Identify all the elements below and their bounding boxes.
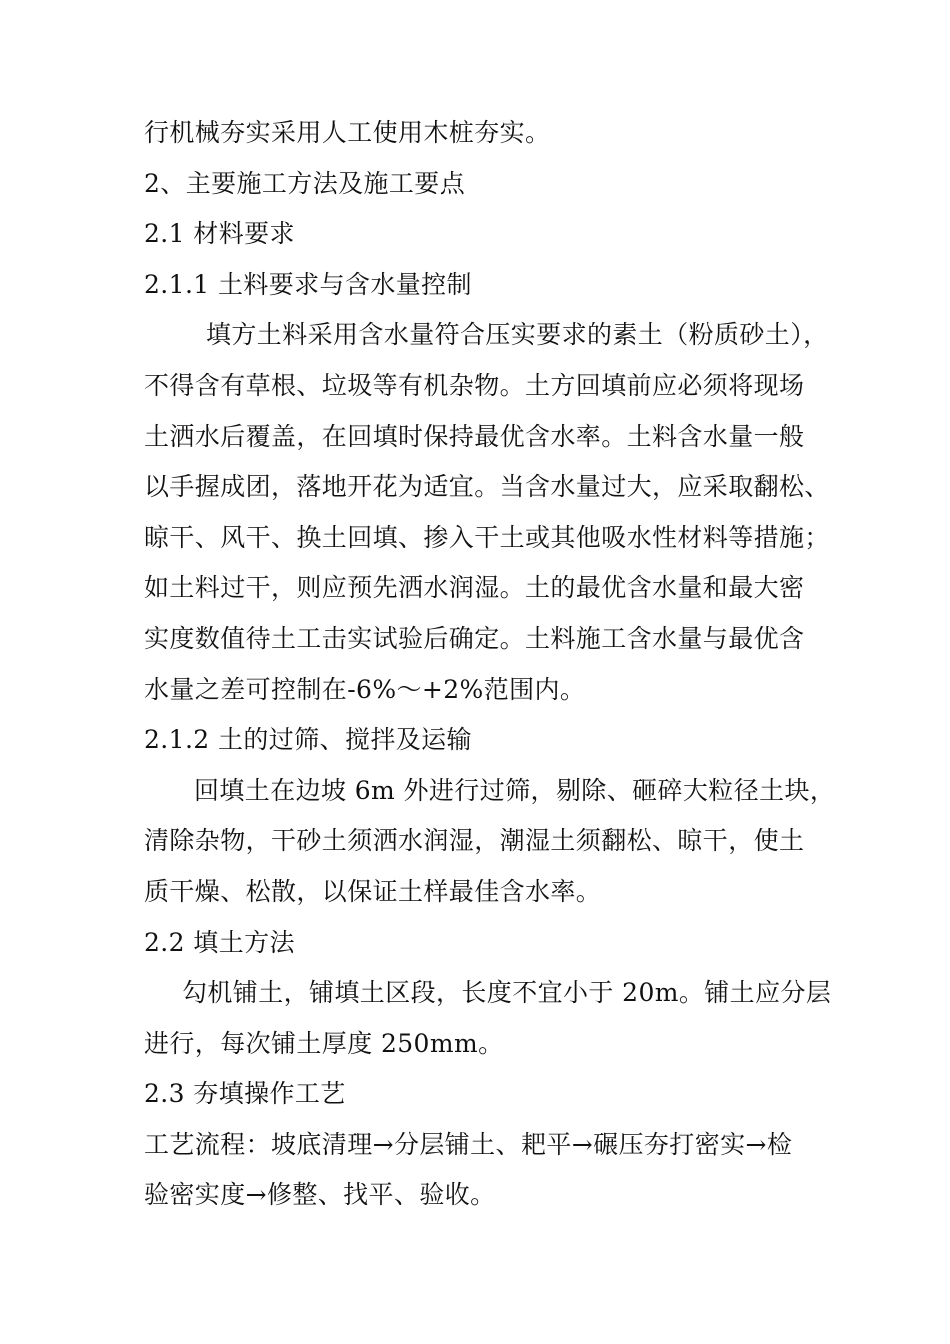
document-body	[144, 108, 836, 1221]
paragraph-line: 以手握成团，落地开花为适宜。当含水量过大，应采取翻松、	[144, 472, 830, 502]
paragraph-line: 验密实度→修整、找平、验收。	[144, 1180, 496, 1210]
paragraph-line: 工艺流程：坡底清理→分层铺土、耙平→碾压夯打密实→检	[144, 1129, 793, 1159]
paragraph-line: 如土料过干，则应预先洒水润湿。土的最优含水量和最大密	[144, 573, 805, 603]
section-heading: 2.2 填土方法	[144, 927, 295, 957]
paragraph-line: 质干燥、松散，以保证土样最佳含水率。	[144, 876, 602, 906]
paragraph-line: 实度数值待土工击实试验后确定。土料施工含水量与最优含	[144, 623, 805, 653]
section-heading: 2.3 夯填操作工艺	[144, 1079, 346, 1109]
section-heading: 2.1.1 土料要求与含水量控制	[144, 269, 472, 299]
paragraph-line: 进行，每次铺土厚度 250mm。	[144, 1028, 504, 1058]
section-heading: 2.1 材料要求	[144, 219, 295, 249]
section-heading: 2.1.2 土的过筛、搅拌及运输	[144, 725, 472, 755]
section-heading: 2、主要施工方法及施工要点	[144, 168, 466, 198]
paragraph-line: 填方土料采用含水量符合压实要求的素土（粉质砂土），	[206, 320, 829, 350]
paragraph-line: 不得含有草根、垃圾等有机杂物。土方回填前应必须将现场	[144, 370, 805, 400]
paragraph-line: 晾干、风干、换土回填、掺入干土或其他吸水性材料等措施；	[144, 522, 830, 552]
paragraph-line: 回填土在边坡 6m 外进行过筛，剔除、砸碎大粒径土块，	[194, 775, 836, 805]
paragraph-line: 行机械夯实采用人工使用木桩夯实。	[144, 118, 551, 147]
paragraph-line: 土洒水后覆盖，在回填时保持最优含水率。土料含水量一般	[144, 421, 805, 451]
paragraph-line: 勾机铺土，铺填土区段，长度不宜小于 20m。铺土应分层	[182, 978, 832, 1008]
paragraph-line: 水量之差可控制在-6%～+2%范围内。	[144, 674, 586, 704]
paragraph-line: 清除杂物，干砂土须洒水润湿，潮湿土须翻松、晾干，使土	[144, 826, 805, 856]
